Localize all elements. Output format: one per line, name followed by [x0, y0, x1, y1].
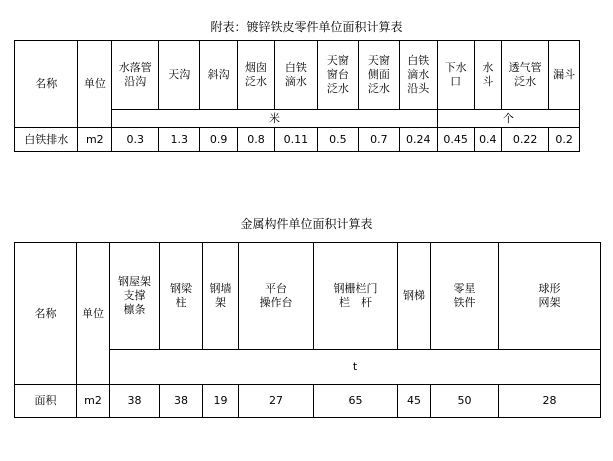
value-cell: 0.9: [200, 128, 238, 152]
col-header: 白铁 滴水 沿头: [399, 41, 437, 110]
col-header: 透气管 泛水: [502, 41, 549, 110]
col-header: 钢墙 架: [203, 243, 239, 350]
value-cell: 65: [314, 385, 398, 418]
col-header: 零星 铁件: [431, 243, 499, 350]
value-cell: 0.11: [274, 128, 317, 152]
value-cell: 0.5: [317, 128, 358, 152]
col-header: 平台 操作台: [239, 243, 314, 350]
value-cell: 0.2: [549, 128, 580, 152]
col-header: 球形 网架: [499, 243, 601, 350]
value-cell: 1.3: [159, 128, 200, 152]
value-cell: 38: [110, 385, 160, 418]
value-cell: 45: [398, 385, 431, 418]
col-header: 水 斗: [474, 41, 502, 110]
unit-group-ton: t: [110, 350, 601, 385]
row-unit: m2: [78, 128, 112, 152]
value-cell: 0.22: [502, 128, 549, 152]
col-header: 钢梁 柱: [160, 243, 203, 350]
col-header: 钢梯: [398, 243, 431, 350]
value-cell: 38: [160, 385, 203, 418]
row-name: 白铁排水: [15, 128, 78, 152]
zinc-sheet-table: [14, 40, 580, 152]
col-header: 天沟: [159, 41, 200, 110]
value-cell: 50: [431, 385, 499, 418]
header-name: 名称: [15, 41, 78, 128]
value-cell: 28: [499, 385, 601, 418]
value-cell: 0.45: [437, 128, 474, 152]
value-cell: 0.3: [112, 128, 159, 152]
col-header: 钢栅栏门 栏 杆: [314, 243, 398, 350]
value-cell: 0.4: [474, 128, 502, 152]
col-header: 白铁 滴水: [274, 41, 317, 110]
header-unit: 单位: [77, 243, 110, 385]
row-name: 面积: [15, 385, 77, 418]
value-cell: 0.7: [358, 128, 399, 152]
metal-structure-table: [14, 242, 601, 418]
col-header: 天窗 侧面 泛水: [358, 41, 399, 110]
col-header: 斜沟: [200, 41, 238, 110]
unit-group-meter: 米: [112, 110, 437, 128]
col-header: 下水 口: [437, 41, 474, 110]
col-header: 天窗 窗台 泛水: [317, 41, 358, 110]
value-cell: 27: [239, 385, 314, 418]
table1-title: 附表：镀锌铁皮零件单位面积计算表: [210, 20, 403, 34]
header-unit: 单位: [78, 41, 112, 128]
value-cell: 0.8: [238, 128, 275, 152]
col-header: 钢屋架 支撑 檩条: [110, 243, 160, 350]
header-name: 名称: [15, 243, 77, 385]
col-header: 烟囱 泛水: [238, 41, 275, 110]
value-cell: 0.24: [399, 128, 437, 152]
col-header: 水落管 沿沟: [112, 41, 159, 110]
table2-title: 金属构件单位面积计算表: [240, 217, 373, 231]
unit-group-piece: 个: [437, 110, 579, 128]
col-header: 漏斗: [549, 41, 580, 110]
value-cell: 19: [203, 385, 239, 418]
row-unit: m2: [77, 385, 110, 418]
